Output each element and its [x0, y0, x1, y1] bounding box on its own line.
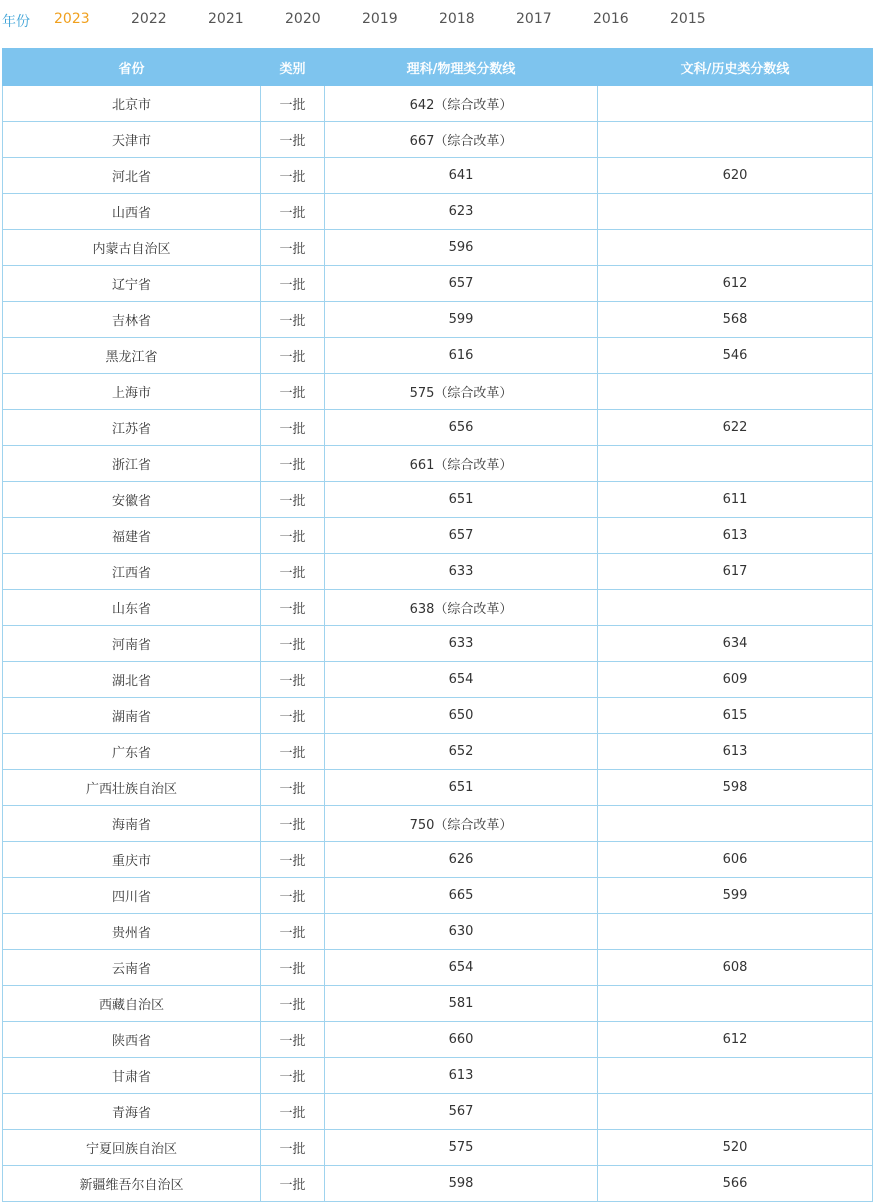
cell-category: 一批: [261, 698, 325, 734]
header-category: 类别: [261, 49, 325, 86]
table-row: [3, 338, 873, 374]
cell-science-score: 665: [325, 878, 598, 914]
cell-category: 一批: [261, 662, 325, 698]
cell-category: 一批: [261, 446, 325, 482]
header-science-score: 理科/物理类分数线: [325, 49, 598, 86]
table-row: [3, 1166, 873, 1202]
cell-science-score: 654: [325, 662, 598, 698]
cell-category: 一批: [261, 1058, 325, 1094]
cell-science-score: 633: [325, 554, 598, 590]
cell-province: 陕西省: [3, 1022, 261, 1058]
year-tab-2019[interactable]: 2019: [362, 11, 398, 27]
cell-science-score: 598: [325, 1166, 598, 1202]
table-header-row: [3, 49, 873, 86]
table-row: [3, 950, 873, 986]
cell-science-score: 656: [325, 410, 598, 446]
cell-science-score: 650: [325, 698, 598, 734]
table-row: [3, 554, 873, 590]
cell-category: 一批: [261, 1130, 325, 1166]
cell-province: 宁夏回族自治区: [3, 1130, 261, 1166]
cell-science-score: 667（综合改革）: [325, 122, 598, 158]
cell-province: 山东省: [3, 590, 261, 626]
cell-arts-score: 608: [598, 950, 873, 986]
cell-category: 一批: [261, 266, 325, 302]
cell-science-score: 581: [325, 986, 598, 1022]
cell-province: 天津市: [3, 122, 261, 158]
cell-category: 一批: [261, 158, 325, 194]
cell-science-score: 660: [325, 1022, 598, 1058]
cell-category: 一批: [261, 122, 325, 158]
table-row: [3, 626, 873, 662]
cell-category: 一批: [261, 770, 325, 806]
cell-arts-score: [598, 446, 873, 482]
cell-arts-score: 634: [598, 626, 873, 662]
table-row: [3, 194, 873, 230]
table-row: [3, 1094, 873, 1130]
cell-province: 贵州省: [3, 914, 261, 950]
cell-arts-score: 620: [598, 158, 873, 194]
header-arts-score: 文科/历史类分数线: [598, 49, 873, 86]
cell-science-score: 661（综合改革）: [325, 446, 598, 482]
cell-province: 海南省: [3, 806, 261, 842]
cell-category: 一批: [261, 878, 325, 914]
table-row: [3, 734, 873, 770]
cell-science-score: 651: [325, 770, 598, 806]
cell-science-score: 641: [325, 158, 598, 194]
cell-arts-score: [598, 1094, 873, 1130]
cell-category: 一批: [261, 338, 325, 374]
cell-science-score: 596: [325, 230, 598, 266]
cell-arts-score: [598, 230, 873, 266]
cell-category: 一批: [261, 806, 325, 842]
table-row: [3, 878, 873, 914]
cell-category: 一批: [261, 194, 325, 230]
cell-science-score: 567: [325, 1094, 598, 1130]
table-row: [3, 518, 873, 554]
table-row: [3, 266, 873, 302]
table-row: [3, 158, 873, 194]
table-row: [3, 482, 873, 518]
cell-province: 湖北省: [3, 662, 261, 698]
cell-arts-score: [598, 122, 873, 158]
table-row: [3, 122, 873, 158]
year-tab-2018[interactable]: 2018: [439, 11, 475, 27]
table-row: [3, 698, 873, 734]
cell-category: 一批: [261, 986, 325, 1022]
cell-province: 山西省: [3, 194, 261, 230]
cell-arts-score: 622: [598, 410, 873, 446]
cell-science-score: 657: [325, 266, 598, 302]
cell-science-score: 651: [325, 482, 598, 518]
cell-arts-score: 599: [598, 878, 873, 914]
cell-science-score: 642（综合改革）: [325, 86, 598, 122]
cell-arts-score: [598, 806, 873, 842]
cell-category: 一批: [261, 518, 325, 554]
table-row: [3, 806, 873, 842]
table-row: [3, 446, 873, 482]
cell-arts-score: [598, 86, 873, 122]
table-row: [3, 410, 873, 446]
cell-science-score: 652: [325, 734, 598, 770]
cell-category: 一批: [261, 302, 325, 338]
year-tab-2022[interactable]: 2022: [131, 11, 167, 27]
table-row: [3, 302, 873, 338]
cell-province: 西藏自治区: [3, 986, 261, 1022]
cell-category: 一批: [261, 734, 325, 770]
table-body: [3, 86, 873, 1202]
cell-science-score: 626: [325, 842, 598, 878]
cell-province: 湖南省: [3, 698, 261, 734]
year-label: 年份: [2, 14, 30, 30]
cell-arts-score: 520: [598, 1130, 873, 1166]
cell-arts-score: [598, 1058, 873, 1094]
cell-science-score: 657: [325, 518, 598, 554]
cell-science-score: 750（综合改革）: [325, 806, 598, 842]
cell-arts-score: 598: [598, 770, 873, 806]
cell-science-score: 623: [325, 194, 598, 230]
cell-province: 黑龙江省: [3, 338, 261, 374]
cell-arts-score: 611: [598, 482, 873, 518]
cell-arts-score: [598, 914, 873, 950]
cell-arts-score: 612: [598, 1022, 873, 1058]
cell-category: 一批: [261, 1094, 325, 1130]
cell-category: 一批: [261, 1166, 325, 1202]
cell-province: 浙江省: [3, 446, 261, 482]
cell-category: 一批: [261, 842, 325, 878]
cell-arts-score: 606: [598, 842, 873, 878]
cell-arts-score: 566: [598, 1166, 873, 1202]
cell-science-score: 575: [325, 1130, 598, 1166]
cell-arts-score: [598, 194, 873, 230]
cell-province: 内蒙古自治区: [3, 230, 261, 266]
cell-arts-score: [598, 374, 873, 410]
cell-province: 河北省: [3, 158, 261, 194]
cell-arts-score: 568: [598, 302, 873, 338]
table-row: [3, 1058, 873, 1094]
year-tab-2020[interactable]: 2020: [285, 11, 321, 27]
table-row: [3, 986, 873, 1022]
cell-arts-score: 613: [598, 734, 873, 770]
cell-province: 福建省: [3, 518, 261, 554]
table-row: [3, 230, 873, 266]
cell-province: 广西壮族自治区: [3, 770, 261, 806]
cell-province: 江西省: [3, 554, 261, 590]
cell-province: 云南省: [3, 950, 261, 986]
cell-province: 新疆维吾尔自治区: [3, 1166, 261, 1202]
cell-arts-score: 546: [598, 338, 873, 374]
cell-science-score: 633: [325, 626, 598, 662]
header-province: 省份: [3, 49, 261, 86]
cell-science-score: 616: [325, 338, 598, 374]
cell-province: 北京市: [3, 86, 261, 122]
cell-science-score: 575（综合改革）: [325, 374, 598, 410]
cell-province: 安徽省: [3, 482, 261, 518]
cell-province: 辽宁省: [3, 266, 261, 302]
cell-province: 重庆市: [3, 842, 261, 878]
table-row: [3, 914, 873, 950]
cell-arts-score: [598, 986, 873, 1022]
cell-province: 四川省: [3, 878, 261, 914]
cell-category: 一批: [261, 230, 325, 266]
cell-arts-score: 615: [598, 698, 873, 734]
cell-category: 一批: [261, 1022, 325, 1058]
cell-science-score: 613: [325, 1058, 598, 1094]
cell-category: 一批: [261, 482, 325, 518]
cell-province: 上海市: [3, 374, 261, 410]
table-row: [3, 374, 873, 410]
cell-category: 一批: [261, 86, 325, 122]
table-row: [3, 842, 873, 878]
cell-province: 广东省: [3, 734, 261, 770]
cell-science-score: 654: [325, 950, 598, 986]
table-row: [3, 590, 873, 626]
cell-arts-score: [598, 590, 873, 626]
cell-category: 一批: [261, 626, 325, 662]
score-table: [2, 48, 873, 1202]
year-tab-2021[interactable]: 2021: [208, 11, 244, 27]
table-row: [3, 770, 873, 806]
table-row: [3, 86, 873, 122]
table-row: [3, 1130, 873, 1166]
year-tab-2017[interactable]: 2017: [516, 11, 552, 27]
cell-province: 青海省: [3, 1094, 261, 1130]
cell-category: 一批: [261, 950, 325, 986]
year-tab-2016[interactable]: 2016: [593, 11, 629, 27]
cell-science-score: 599: [325, 302, 598, 338]
cell-province: 河南省: [3, 626, 261, 662]
cell-arts-score: 609: [598, 662, 873, 698]
cell-province: 甘肃省: [3, 1058, 261, 1094]
cell-category: 一批: [261, 590, 325, 626]
cell-category: 一批: [261, 410, 325, 446]
year-tab-2015[interactable]: 2015: [670, 11, 706, 27]
cell-arts-score: 613: [598, 518, 873, 554]
table-row: [3, 662, 873, 698]
cell-province: 吉林省: [3, 302, 261, 338]
year-filter-bar: [0, 0, 875, 40]
cell-science-score: 638（综合改革）: [325, 590, 598, 626]
cell-science-score: 630: [325, 914, 598, 950]
cell-province: 江苏省: [3, 410, 261, 446]
cell-category: 一批: [261, 914, 325, 950]
cell-category: 一批: [261, 554, 325, 590]
cell-arts-score: 612: [598, 266, 873, 302]
table-row: [3, 1022, 873, 1058]
cell-arts-score: 617: [598, 554, 873, 590]
cell-category: 一批: [261, 374, 325, 410]
year-tab-2023[interactable]: 2023: [54, 11, 90, 27]
